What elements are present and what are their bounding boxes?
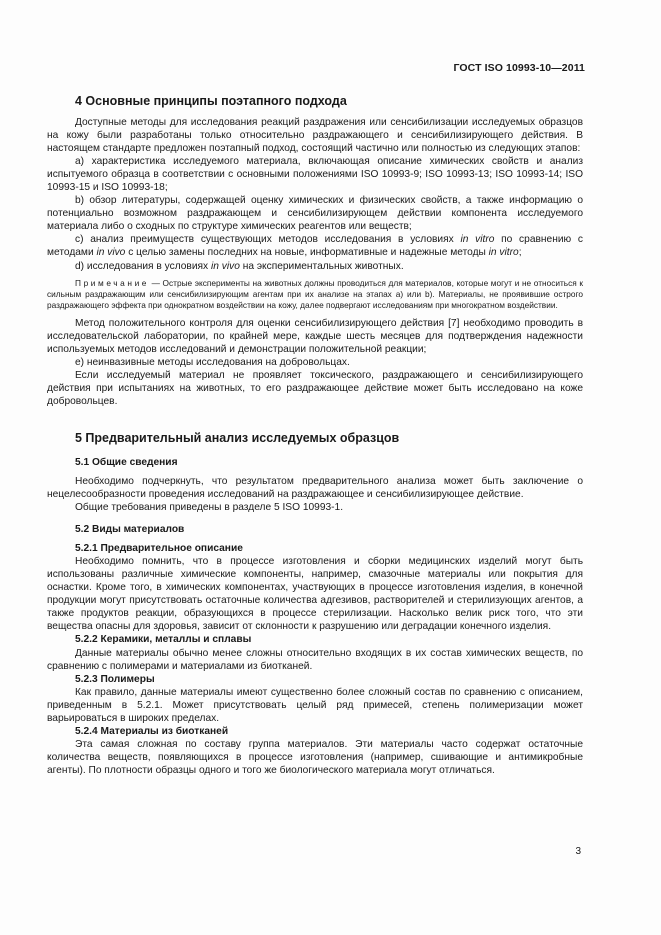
item-d-text-1: d) исследования в условиях [75, 260, 211, 272]
section-5-2-4-paragraph: Эта самая сложная по составу группа материалов. Эти материалы часто содержат остаточные количества веществ, появляющихся в процессе изготовления (например, сшивающие и антимикробные агенты). По плотности образцы одного и того же биологического материала могут отличаться. [47, 738, 583, 776]
section-4-intro: Доступные методы для исследования реакций раздражения или сенсибилизации исследуемых образцов на кожу были разработаны только относительно раздражающего и сенсибилизирующего действия. В настоящем стандарте предложен поэтапный подход, состоящий частично или полностью из следующих этапов: [47, 117, 583, 155]
section-5-2-3-paragraph: Как правило, данные материалы имеют существенно более сложный состав по сравнению с описанием, приведенным в 5.2.1. Может присутствовать целый ряд примесей, степень полимеризации может варьироваться в широких пределах. [47, 686, 583, 724]
section-5-2-2-title: 5.2.2 Керамики, металлы и сплавы [75, 634, 252, 646]
positive-control-paragraph: Метод положительного контроля для оценки сенсибилизирующего действия [7] необходимо проводить в исследовательской лаборатории, по крайней мере, каждые шесть месяцев для подтверждения надежности используемых методов исследований и демонстрации положительной реакции; [47, 317, 583, 355]
section-5-2-1-title: 5.2.1 Предварительное описание [75, 543, 243, 555]
item-c-text-1: с) анализ преимуществ существующих методов исследования в условиях [75, 234, 461, 246]
item-d-text-2: на экспериментальных животных. [239, 260, 404, 272]
item-c-italic-1: in vitro [460, 234, 495, 246]
volunteers-paragraph: Если исследуемый материал не проявляет токсического, раздражающего и сенсибилизирующего действия при испытаниях на животных, то его раздражающее действие может быть исследовано на коже добровольцев. [47, 369, 583, 407]
list-item-a: а) характеристика исследуемого материала, включающая описание химических свойств и анализ испытуемого образца в соответствии с основными положениями ISO 10993-9; ISO 10993-13; ISO 10993-14; ISO 10993-15 и ISO 10993-18; [47, 156, 583, 194]
note-label: Примечание [75, 277, 150, 288]
page-number: 3 [575, 846, 581, 857]
note [47, 278, 583, 311]
section-4-title: 4 Основные принципы поэтапного подхода [75, 94, 347, 108]
item-c-text-2: по сравнению с методами [47, 234, 583, 259]
section-5-2-2-paragraph: Данные материалы обычно менее сложны относительно входящих в их состав химических веществ, по сравнению с полимерами и материалами из биотканей. [47, 647, 583, 672]
page-content [47, 93, 583, 777]
section-5-1-paragraph-1: Необходимо подчеркнуть, что результатом предварительного анализа может быть заключение о нецелесообразности проведения исследований на раздражающее и сенсибилизирующее действие. [47, 475, 583, 500]
list-item-c [47, 233, 583, 259]
section-5-1-paragraph-2: Общие требования приведены в разделе 5 ISO 10993-1. [75, 502, 344, 514]
list-item-d [47, 260, 583, 273]
item-d-italic: in vivo [210, 260, 240, 272]
list-item-b: b) обзор литературы, содержащей оценку химических и физических свойств, а также информацию о потенциально возможном раздражающем и сенсибилизирующем действии компонента исследуемого материала либо о сходных по структуре химических реагентов или веществ; [47, 195, 583, 233]
item-c-italic-2: in vivo [96, 247, 126, 259]
section-5-title: 5 Предварительный анализ исследуемых образцов [75, 430, 400, 445]
note-text: — Острые эксперименты на животных должны проводиться для материалов, которые могут и не относиться к сильным раздражающим или сенсибилизирующим агентам при их анализе на этапах а) или b). Материалы, не проявившие острого раздражающего эффекта при однократном воздействии на кожу, далее подвергают исследованиям при многократном воздействии. [47, 277, 583, 310]
document-code-header: ГОСТ ISO 10993-10—2011 [453, 62, 585, 74]
section-5-2-1-paragraph: Необходимо помнить, что в процессе изготовления и сборки медицинских изделий могут быть использованы различные химические компоненты, например, смазочные материалы или покрытия для оснастки. Кроме того, в химических компонентах, участвующих в процессе изготовления изделия, в конечной продукции могут присутствовать остаточные количества адгезивов, растворителей и стерилизующих агентов, а также продуктов реакции, образующихся в процессе стерилизации. Насколько велик риск того, что эти вещества опасны для здоровья, зависит от склонности к разрушению или деградации конечного изделия. [47, 556, 583, 633]
section-5-1-title: 5.1 Общие сведения [75, 456, 178, 468]
item-c-text-3: с целью замены последних на новые, информативные и надежные методы [125, 247, 489, 259]
section-5-2-4-title: 5.2.4 Материалы из биотканей [75, 725, 229, 737]
section-5-2-3-title: 5.2.3 Полимеры [75, 673, 155, 685]
section-5-2-title: 5.2 Виды материалов [75, 524, 185, 536]
list-item-e: е) неинвазивные методы исследования на добровольцах. [75, 356, 350, 368]
item-c-italic-3: in vitro [488, 247, 519, 259]
item-c-text-4: ; [518, 247, 522, 259]
